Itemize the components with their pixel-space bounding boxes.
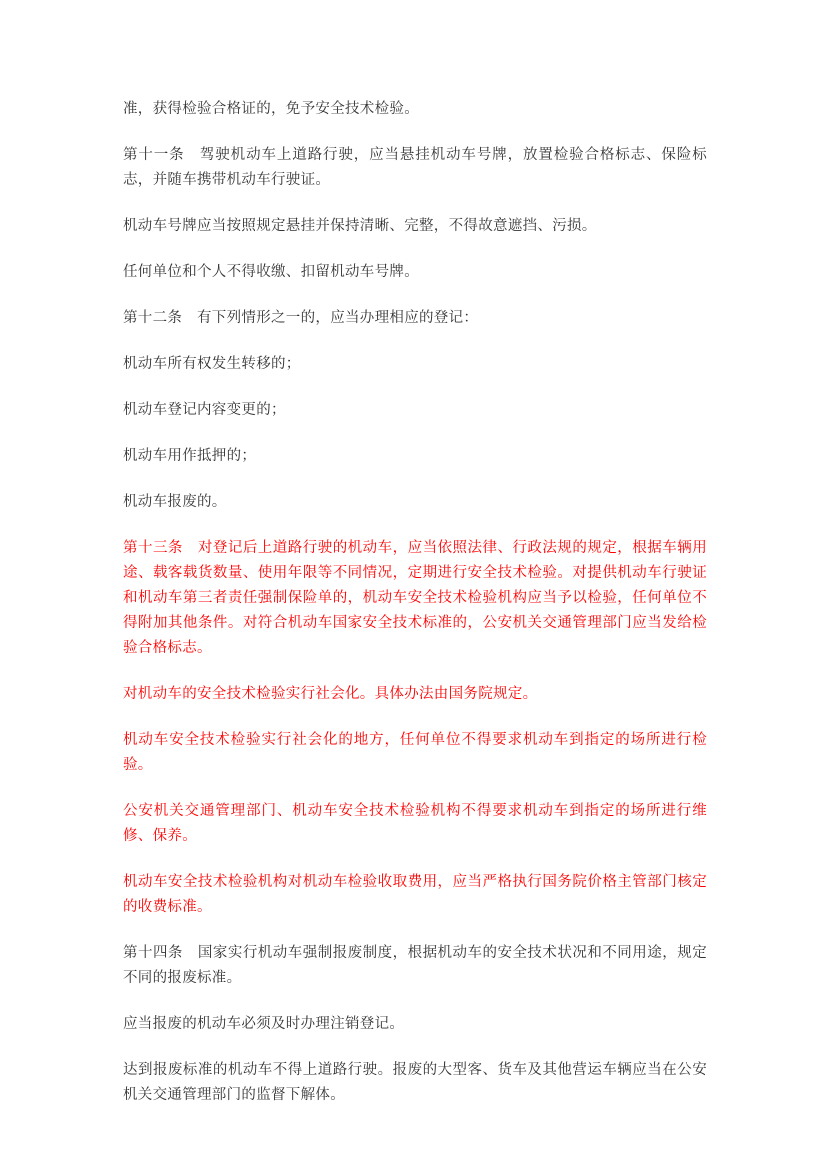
paragraph: 第十二条 有下列情形之一的，应当办理相应的登记： — [123, 310, 479, 326]
paragraph: 机动车安全技术检验实行社会化的地方，任何单位不得要求机动车到指定的场所进行检验。 — [123, 732, 707, 773]
paragraph: 第十一条 驾驶机动车上道路行驶，应当悬挂机动车号牌，放置检验合格标志、保险标志，并随车携带机动车行驶证。 — [123, 147, 707, 188]
paragraph: 机动车用作抵押的； — [123, 448, 257, 464]
paragraph: 机动车报废的。 — [123, 494, 227, 510]
paragraph: 准，获得检验合格证的，免予安全技术检验。 — [123, 101, 419, 117]
document-body — [123, 97, 707, 1108]
paragraph: 机动车安全技术检验机构对机动车检验收取费用，应当严格执行国务院价格主管部门核定的收费标准。 — [123, 874, 707, 915]
paragraph: 任何单位和个人不得收缴、扣留机动车号牌。 — [123, 264, 419, 280]
paragraph: 机动车登记内容变更的； — [123, 402, 286, 418]
paragraph: 公安机关交通管理部门、机动车安全技术检验机构不得要求机动车到指定的场所进行维修、保养。 — [123, 803, 707, 844]
paragraph: 第十三条 对登记后上道路行驶的机动车，应当依照法律、行政法规的规定，根据车辆用途、载客载货数量、使用年限等不同情况，定期进行安全技术检验。对提供机动车行驶证和机动车第三者责任强制保险单的，机动车安全技术检验机构应当予以检验，任何单位不得附加其他条件。对符合机动车国家安全技术标准的，公安机关交通管理部门应当发给检验合格标志。 — [123, 540, 707, 656]
paragraph: 机动车所有权发生转移的； — [123, 356, 301, 372]
paragraph: 第十四条 国家实行机动车强制报废制度，根据机动车的安全技术状况和不同用途，规定不同的报废标准。 — [123, 945, 707, 986]
paragraph: 应当报废的机动车必须及时办理注销登记。 — [123, 1016, 405, 1032]
paragraph: 机动车号牌应当按照规定悬挂并保持清晰、完整，不得故意遮挡、污损。 — [123, 218, 597, 234]
paragraph: 达到报废标准的机动车不得上道路行驶。报废的大型客、货车及其他营运车辆应当在公安机关交通管理部门的监督下解体。 — [123, 1062, 707, 1103]
paragraph: 对机动车的安全技术检验实行社会化。具体办法由国务院规定。 — [123, 686, 538, 702]
